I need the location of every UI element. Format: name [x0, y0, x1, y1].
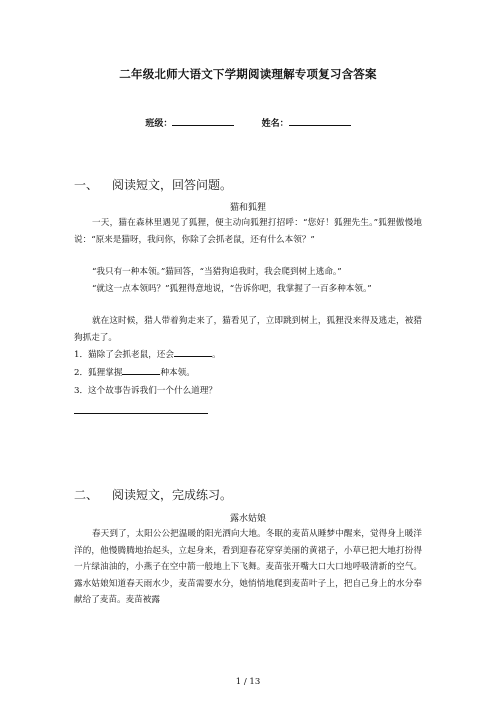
question-2-suffix: 种本领。	[160, 368, 195, 378]
question-2	[74, 366, 195, 378]
question-3-text: 3．这个故事告诉我们一个什么道理？	[74, 386, 217, 396]
story-1-paragraph-1: 一天，猫在森林里遇见了狐狸，便主动向狐狸打招呼：“您好！狐狸先生。”狐狸傲慢地说：“原来是猫呀，我问你，你除了会抓老鼠，还有什么本领？”	[74, 218, 422, 245]
story-1-paragraph-4: 就在这时候，猎人带着狗走来了，猫看见了，立即跳到树上，狐狸没来得及逃走，被猎狗抓走了。	[74, 316, 422, 343]
page-title: 二年级北师大语文下学期阅读理解专项复习含答案	[119, 67, 377, 81]
section-1-instruction: 阅读短文，回答问题。	[112, 178, 233, 192]
name-label: 姓名：	[261, 119, 289, 129]
section-2-instruction: 阅读短文，完成练习。	[112, 488, 233, 502]
class-blank[interactable]	[172, 116, 234, 126]
name-blank[interactable]	[289, 116, 351, 126]
question-3-answer-line[interactable]	[74, 413, 208, 414]
section-1-number: 一、	[74, 178, 99, 192]
question-1-blank[interactable]	[174, 348, 212, 357]
section-2-heading	[74, 486, 232, 503]
question-1-text: 1．猫除了会抓老鼠，还会	[74, 350, 174, 360]
story-2-paragraph-1: 春天到了，太阳公公把温暖的阳光洒向大地。冬眠的麦苗从睡梦中醒来，觉得身上暖洋洋的，他慢腾腾地抬起头，立起身来，看到迎春花穿穿美丽的黄裙子，小草已把大地打扮得一片绿油油的，小燕子在空中箭一般地上下飞舞。麦苗张开嘴大口大口地呼吸清新的空气。露水姑娘知道春天雨水少，麦苗需要水分，她悄悄地爬到麦苗叶子上，把自己身上的水分奉献给了麦苗。麦苗被露	[74, 529, 422, 605]
question-3	[74, 384, 217, 396]
question-1-suffix: 。	[212, 350, 221, 360]
page-number: 1 / 13	[235, 677, 261, 687]
story-2-title: 露水姑娘	[229, 514, 266, 524]
question-2-blank[interactable]	[122, 366, 160, 375]
story-1-paragraph-2: “我只有一种本领。”猫回答，“当猎狗追我时，我会爬到树上逃命。”	[92, 267, 342, 277]
section-1-heading	[74, 176, 232, 193]
class-label: 班级：	[145, 119, 173, 129]
question-1	[74, 348, 221, 360]
student-info-row	[0, 116, 496, 129]
section-2-number: 二、	[74, 488, 99, 502]
story-1-paragraph-3: “就这一点本领吗？”狐狸得意地说，“告诉你吧，我掌握了一百多种本领。”	[92, 284, 372, 294]
story-1-title: 猫和狐狸	[229, 203, 266, 213]
question-2-text: 2．狐狸掌握	[74, 368, 123, 378]
